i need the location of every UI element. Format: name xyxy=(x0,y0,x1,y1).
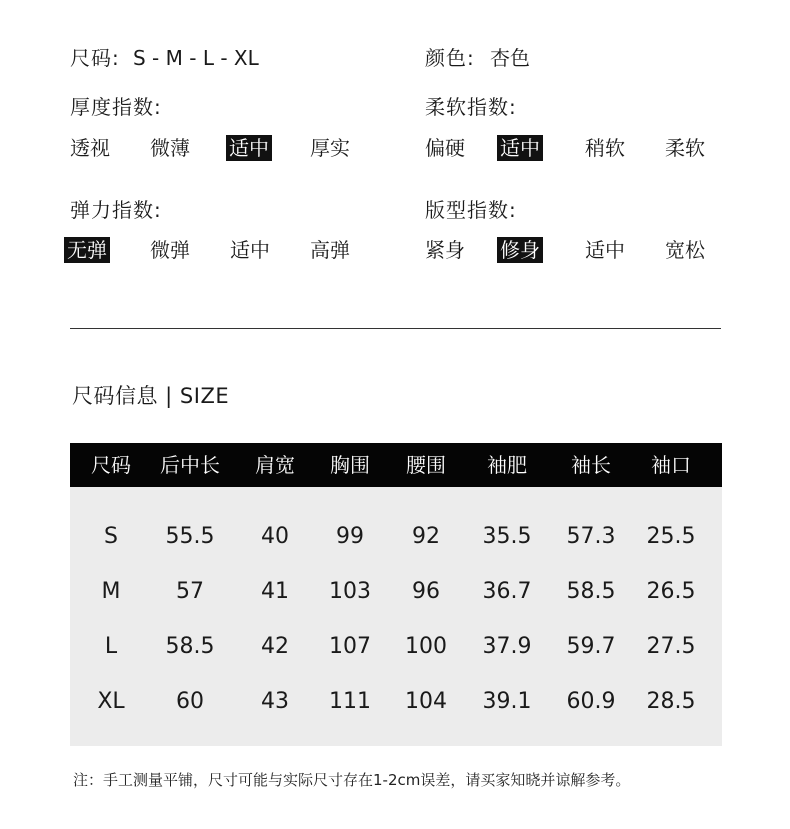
fit-option: 紧身 xyxy=(425,238,465,262)
header-size: 尺码 xyxy=(91,453,131,477)
table-cell: 27.5 xyxy=(646,634,696,659)
color-value: 杏色 xyxy=(490,46,530,70)
elasticity-option: 高弹 xyxy=(310,238,350,262)
table-cell: XL xyxy=(97,689,125,714)
elasticity-option: 适中 xyxy=(230,238,270,262)
softness-option-selected: 适中 xyxy=(497,135,543,161)
measurement-note: 注：手工测量平铺，尺寸可能与实际尺寸存在1-2cm误差，请买家知晓并谅解参考。 xyxy=(73,771,631,789)
table-cell: 28.5 xyxy=(646,689,696,714)
table-cell: 57.3 xyxy=(566,524,616,549)
header-back-length: 后中长 xyxy=(160,453,220,477)
table-cell: 59.7 xyxy=(566,634,616,659)
table-cell: 55.5 xyxy=(165,524,215,549)
table-cell: 103 xyxy=(329,579,371,604)
size-section-title: 尺码信息 | SIZE xyxy=(72,384,230,408)
thickness-option: 厚实 xyxy=(310,136,350,160)
table-cell: 100 xyxy=(405,634,447,659)
elasticity-option: 微弹 xyxy=(150,238,190,262)
table-cell: 41 xyxy=(261,579,289,604)
thickness-option: 透视 xyxy=(70,136,110,160)
table-cell: L xyxy=(104,634,118,659)
table-cell: 36.7 xyxy=(482,579,532,604)
thickness-index-title: 厚度指数: xyxy=(70,95,162,119)
table-cell: 96 xyxy=(412,579,440,604)
header-sleeve-length: 袖长 xyxy=(571,453,611,477)
table-cell: M xyxy=(101,579,121,604)
softness-option: 稍软 xyxy=(585,136,625,160)
table-cell: 57 xyxy=(176,579,204,604)
table-cell: S xyxy=(104,524,118,549)
table-cell: 58.5 xyxy=(165,634,215,659)
table-cell: 39.1 xyxy=(482,689,532,714)
table-cell: 35.5 xyxy=(482,524,532,549)
table-cell: 104 xyxy=(405,689,447,714)
table-cell: 40 xyxy=(261,524,289,549)
softness-option: 偏硬 xyxy=(425,136,465,160)
header-sleeve-width: 袖肥 xyxy=(487,453,527,477)
size-range: S - M - L - XL xyxy=(133,46,259,70)
thickness-option: 微薄 xyxy=(150,136,190,160)
fit-option: 适中 xyxy=(585,238,625,262)
fit-index-title: 版型指数: xyxy=(425,198,517,222)
table-cell: 60.9 xyxy=(566,689,616,714)
size-label: 尺码: xyxy=(70,46,120,70)
table-cell: 92 xyxy=(412,524,440,549)
header-waist: 腰围 xyxy=(406,453,446,477)
size-table-header xyxy=(70,443,722,487)
elasticity-index-title: 弹力指数: xyxy=(70,198,162,222)
table-cell: 99 xyxy=(336,524,364,549)
table-cell: 107 xyxy=(329,634,371,659)
elasticity-option-selected: 无弹 xyxy=(64,237,110,263)
table-cell: 111 xyxy=(329,689,371,714)
fit-option-selected: 修身 xyxy=(497,237,543,263)
table-cell: 42 xyxy=(261,634,289,659)
size-table-body xyxy=(70,487,722,746)
thickness-option-selected: 适中 xyxy=(226,135,272,161)
softness-option: 柔软 xyxy=(665,136,705,160)
table-cell: 60 xyxy=(176,689,204,714)
header-shoulder: 肩宽 xyxy=(255,453,295,477)
softness-index-title: 柔软指数: xyxy=(425,95,517,119)
table-cell: 58.5 xyxy=(566,579,616,604)
table-cell: 43 xyxy=(261,689,289,714)
fit-option: 宽松 xyxy=(665,238,705,262)
table-cell: 25.5 xyxy=(646,524,696,549)
color-label: 颜色: xyxy=(425,46,475,70)
header-chest: 胸围 xyxy=(330,453,370,477)
header-cuff: 袖口 xyxy=(651,453,691,477)
section-divider xyxy=(70,328,721,329)
table-cell: 37.9 xyxy=(482,634,532,659)
table-cell: 26.5 xyxy=(646,579,696,604)
